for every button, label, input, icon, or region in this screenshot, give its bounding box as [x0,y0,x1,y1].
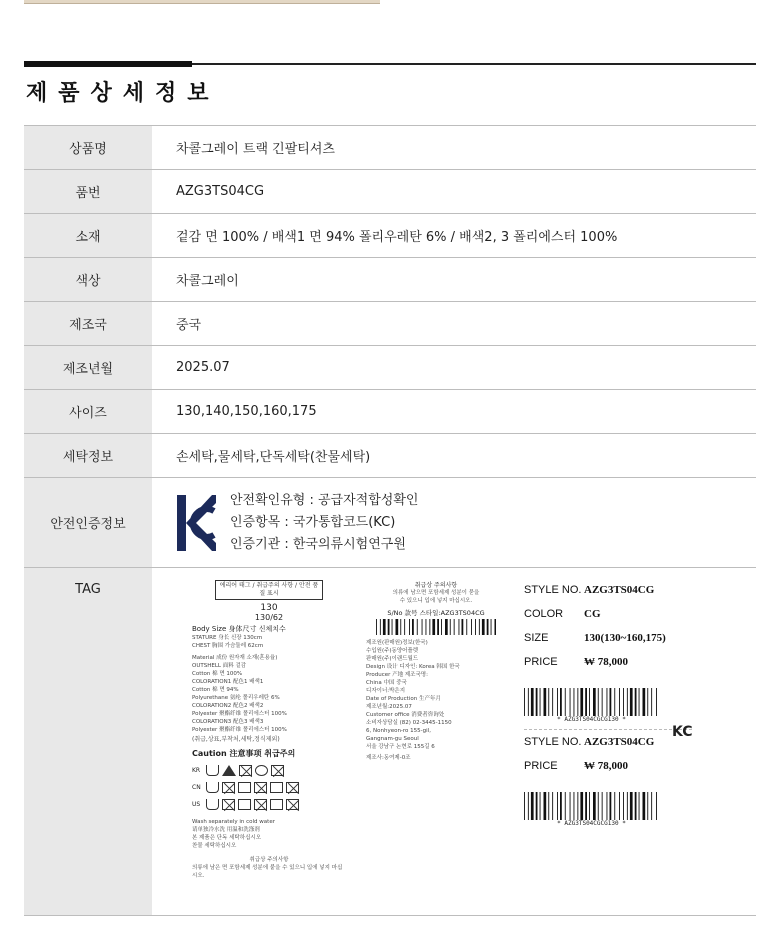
no-tumble-dry-icon [254,782,267,793]
color-value: CG [584,608,601,620]
row-label: 품번 [24,170,152,214]
kc-mini-mark: KC [672,724,693,740]
row-label: 제조년월 [24,346,152,390]
no-tumble-dry-icon [239,765,252,776]
no-bleach-icon [222,799,235,810]
info-line: 제조년월:2025.07 [366,704,412,710]
tag-divider [524,729,692,730]
iron-icon [270,782,283,793]
cert-type: 안전확인유형 : 공급자적합성확인 [230,492,419,508]
style-label-2: STYLE NO. [524,736,582,748]
tag-photo [176,578,756,908]
style-value-2: AZG3TS04CG [584,736,655,748]
material-line: Polyurethane 氨纶 폴리우레탄 6% [192,695,280,701]
info-line: Gangnam-gu Seoul [366,736,419,742]
info-line: Date of Production 生产年月 [366,696,441,702]
material-line: COLORATION1 配色1 배색1 [192,679,264,685]
care-label [192,580,346,910]
info-row [24,126,756,170]
care-footer-line: 의류에 남은 면 포함세제 성분에 붙을 수 있으니 입에 넣지 마십시오. [192,865,343,879]
row-label: 세탁정보 [24,434,152,478]
info-line: Design 设计 디자인: Korea 韩国 한국 [366,664,460,670]
size-label: SIZE [524,632,549,644]
info-row [24,214,756,258]
material-line: COLORATION3 配色3 배색3 [192,719,264,725]
price-value: ₩ 78,000 [584,656,628,668]
product-info-table [24,125,756,916]
section-title: 제품상세정보 [26,81,220,106]
row-value: AZG3TS04CG [176,184,265,199]
barcode-small-icon [376,619,496,635]
no-bleach-icon [222,782,235,793]
no-dry-clean-icon [271,765,284,776]
price-row-2 [524,760,694,784]
kc-mark-icon [176,493,216,553]
price-label-2: PRICE [524,760,558,772]
row-label: 색상 [24,258,152,302]
cert-agency: 인증기관 : 한국의류시험연구원 [230,536,406,552]
color-label: COLOR [524,608,564,620]
wash-tub-icon [206,765,219,776]
cert-lines [230,490,418,556]
bleach-icon [222,765,236,776]
care-symbols-us [192,799,346,810]
section-divider [24,63,756,65]
row-value: 2025.07 [176,360,230,375]
line-dry-icon [270,799,283,810]
no-dry-clean-icon [286,782,299,793]
info-line: 제조사:동여제-0조 [366,755,411,761]
line-dry-icon [238,782,251,793]
care-footer-title: 취급상 주의사항 [249,857,289,863]
row-label: 안전인증정보 [24,478,152,568]
row-value: 중국 [176,318,202,333]
wash-tub-icon [206,782,219,793]
material-line: OUTSHELL 面料 겉감 [192,663,247,669]
care-label-header: 에리어 태그 / 취급주의 사항 / 안전 품질 표시 [215,580,323,600]
previous-image-edge [24,0,380,4]
material-list [192,654,346,734]
size-value: 130(130~160,175) [584,632,666,644]
care-symbols-cn [192,782,346,793]
dry-clean-icon [255,765,268,776]
info-label-line: 수 있으니 입에 넣지 마십시오. [399,598,473,604]
no-dry-clean-icon [286,799,299,810]
care-label-size-sub: 130/62 [254,613,284,622]
info-label-line: 의류에 남으면 포함세제 성분이 묻을 [392,590,480,596]
row-label: 제조국 [24,302,152,346]
info-line: 판매원(주)이랜드월드 [366,656,419,662]
info-row [24,390,756,434]
info-line: Producer 产地 제조국명: [366,672,428,678]
barcode-text-2: * AZG3TS04CGCG130 * [557,820,626,827]
info-row [24,258,756,302]
price-tag [524,584,694,827]
barcode-2-icon [524,792,659,820]
material-line: COLORATION2 配色2 배색2 [192,703,264,709]
info-label [366,580,506,762]
care-label-size: 130 [260,603,278,613]
barcode-icon [524,688,659,716]
tag-cell [152,568,756,916]
cert-row [24,478,756,568]
no-tumble-dry-icon [254,799,267,810]
wash-instructions [192,818,346,850]
style-value: AZG3TS04CG [584,584,655,596]
care-label-body-size: Body Size 身体尺寸 신체치수 [192,625,286,633]
cert-item: 인증항목 : 국가통합코드(KC) [230,514,396,530]
wash-line: Wash separately in cold water [192,819,275,825]
info-line: China 中国 중국 [366,680,407,686]
info-line: 수입원(주)동양어플렛 [366,648,419,654]
price-label: PRICE [524,656,558,668]
info-line: 서울 강남구 논현로 155길 6 [366,744,435,750]
info-label-lines [366,639,506,762]
iron-icon [238,799,251,810]
info-row [24,302,756,346]
section-divider-accent [24,61,192,67]
material-line: Polyester 聚酯纤维 폴리에스터 100% [192,727,287,733]
wash-line: 찬물 세탁하십시오 [192,843,237,849]
color-row [524,608,694,632]
barcode-text: * AZG3TS04CGCG130 * [557,716,626,723]
info-line: Customer office 消费者咨询处 [366,712,445,718]
wash-note: (취급,상표,부착처,세탁,정식제외) [192,736,280,743]
row-label: TAG [24,568,152,916]
care-symbols-kr [192,765,346,776]
material-line: Polyester 聚酯纤维 폴리에스터 100% [192,711,287,717]
material-line: Cotton 棉 면 94% [192,687,239,693]
material-line: Cotton 棉 면 100% [192,671,243,677]
row-label: 소재 [24,214,152,258]
info-line: 제조원(판매원)정보(한국) [366,640,428,646]
info-row [24,170,756,214]
row-label: 사이즈 [24,390,152,434]
info-line: 디자이너:박은지 [366,688,406,694]
style-label: STYLE NO. [524,584,582,596]
price-row [524,656,694,680]
wash-line: 본 제품은 단독 세탁하십시오 [192,835,262,841]
info-row [24,434,756,478]
size-row [524,632,694,656]
care-label-stature: STATURE 身长 신장 130cm [192,635,263,641]
row-value: 130,140,150,160,175 [176,404,317,419]
style-row-2 [524,736,694,760]
care-label-chest: CHEST 胸围 가슴둘레 62cm [192,643,264,649]
region-code: KR [192,767,201,774]
cert-block [176,490,756,556]
caution-heading: Caution 注意事项 취급주의 [192,749,296,758]
tag-row [24,568,756,916]
info-line: 6, Nonhyeon-ro 155-gil, [366,728,431,734]
wash-line: 请单独冷水洗 用温和洗涤剂 [192,827,260,833]
price-value-2: ₩ 78,000 [584,760,628,772]
row-value: 겉감 면 100% / 배색1 면 94% 폴리우레탄 6% / 배색2, 3 폴리에스터 100% [176,230,618,245]
info-row [24,346,756,390]
style-row [524,584,694,608]
info-line: 소비자상담실 (82) 02-3445-1150 [366,720,452,726]
info-label-title: 취급상 주의사항 [414,582,458,589]
row-value: 차콜그레이 트랙 긴팔티셔츠 [176,142,335,157]
row-label: 상품명 [24,126,152,170]
row-value: 손세탁,물세탁,단독세탁(찬물세탁) [176,450,371,465]
region-code: US [192,801,201,808]
region-code: CN [192,784,201,791]
row-value: 차콜그레이 [176,274,239,289]
material-line: Material 成份 원자재 소재(혼용율) [192,655,278,661]
info-label-sno: S/No 款号 스타일:AZG3TS04CG [387,609,485,617]
wash-tub-icon [206,799,219,810]
cert-cell [152,478,756,568]
